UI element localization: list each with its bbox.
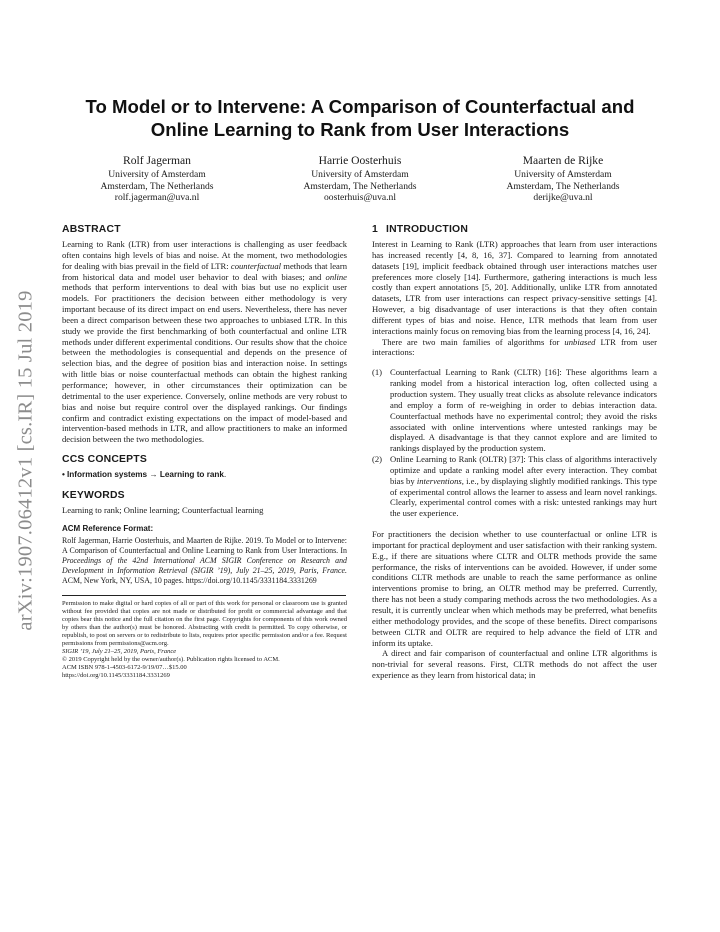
section-number: 1 — [372, 224, 378, 235]
author-affiliation: University of Amsterdam — [514, 169, 612, 180]
author-email[interactable]: derijke@uva.nl — [533, 192, 593, 204]
permission-doi[interactable]: https://doi.org/10.1145/3331184.3331269 — [62, 672, 170, 680]
permission-copyright: © 2019 Copyright held by the owner/author(s). Publication rights licensed to ACM. — [62, 656, 280, 664]
author-name: Harrie Oosterhuis — [318, 154, 402, 167]
author-block — [62, 154, 658, 204]
intro-paragraph-3: For practitioners the decision whether to use counterfactual or online LTR is important for practical deployment and user satisfaction with their ranking system. E.g., if there are situations where CLTR and OLTR methods provide the same performance, the risks of interventions can be avoided. However, if under some conditions CLTR methods are unable to reach the same performance as online interventions promise to bring, an OLTR method may be preferred. Currently, there has not been a study comparing methods across the two methodologies. As a result, it is currently unclear when which methods may be preferred, what benefits either methodology provides, and the scope of these benefits. Direct comparisons between CLTR and OLTR are required to help advance the field of LTR and inform its uptake. — [372, 529, 657, 648]
footnote-divider — [62, 595, 346, 596]
ccs-concepts — [62, 469, 347, 481]
intro-paragraph-2 — [372, 337, 657, 359]
right-column — [372, 224, 657, 681]
reference-emphasis: Proceedings of the 42nd International ACM SIGIR Conference on Research and Development in Information Retrieval (SIGIR ’19), July 21–25, 2019, Paris, France. — [62, 555, 347, 576]
abstract-text — [62, 239, 347, 445]
keywords-text: Learning to rank; Online learning; Counterfactual learning — [62, 504, 264, 515]
author-name: Rolf Jagerman — [123, 154, 191, 167]
list-marker: (2) — [372, 454, 383, 465]
author-affiliation: University of Amsterdam — [108, 169, 206, 180]
keywords-heading: KEYWORDS — [62, 489, 125, 501]
author-affiliation: University of Amsterdam — [311, 169, 409, 180]
intro-paragraph-1: Interest in Learning to Rank (LTR) approaches that learn from user interactions has increased recently [4, 8, 16, 37]. Compared to learning from annotated datasets [19], implicit feedback obtained through user interactions matches user preferences more closely [14]. Furthermore, gathering interactions is much less costly than expert annotations [5, 20]. Additionally, unlike LTR from annotated datasets, LTR from user interactions can respect privacy-sensitive settings [4]. However, a big disadvantage of user interactions is that they often contain different types of bias and noise. Hence, LTR methods that learn from user interactions mainly focus on removing bias from the learning process [4, 16, 24]. — [372, 239, 657, 336]
permission-venue — [62, 648, 347, 656]
abstract-emphasis: counterfactual — [230, 260, 282, 271]
abstract-heading: ABSTRACT — [62, 224, 121, 235]
reference-part: Rolf Jagerman, Harrie Oosterhuis, and Maarten de Rijke. 2019. To Model or to Intervene: A Comparison of Counterfactual and Online Learning to Rank from User Interactions. In — [62, 535, 347, 555]
author-location: Amsterdam, The Netherlands — [506, 180, 620, 192]
intro-emphasis: unbiased — [564, 336, 596, 347]
abstract-part: methods that learn from historical data and model user behavior to deal with biases; and — [62, 260, 347, 282]
intro-part: LTR from user interactions: — [372, 336, 657, 358]
reference-part[interactable]: ACM, New York, NY, USA, 10 pages. https://doi.org/10.1145/3331184.3331269 — [62, 576, 317, 586]
abstract-emphasis: online — [325, 271, 347, 282]
ccs-period: . — [224, 469, 227, 480]
permission-isbn: ACM ISBN 978-1-4503-6172-9/19/07…$15.00 — [62, 664, 187, 672]
left-column — [62, 224, 347, 681]
paper-title — [60, 95, 660, 141]
author-2 — [265, 154, 455, 204]
venue-text: SIGIR ’19, July 21–25, 2019, Paris, France — [62, 648, 177, 656]
list-item-text — [390, 454, 657, 518]
intro-part: There are two main families of algorithms for — [382, 336, 565, 347]
abstract-part: Learning to Rank (LTR) from user interactions is challenging as user feedback often contains high levels of bias and noise. At the moment, two methodologies for dealing with bias prevail in the field of LTR: — [62, 239, 347, 271]
ccs-bullet: • — [62, 470, 65, 480]
intro-paragraph-4: A direct and fair comparison of counterfactual and online LTR algorithms is non-trivial for several reasons. First, CLTR methods do not affect the user experience as they learn from historical data; in — [372, 648, 657, 681]
introduction-heading — [372, 224, 657, 236]
author-location: Amsterdam, The Netherlands — [303, 180, 417, 192]
section-title: INTRODUCTION — [385, 224, 469, 235]
list-item — [372, 367, 657, 454]
ccs-heading: CCS CONCEPTS — [62, 454, 147, 466]
abstract-part: methods that perform interventions to deal with bias but use no explicit user models. For practitioners the decision between either methodology is very important because of its direct impact on end users. Nevertheless, there has never been a direct comparison between these two approaches to unbiased LTR. In this study we provide the first benchmarking of both counterfactual and online LTR methods under different experimental conditions. Our results show that the choice between the methodologies is consequential and depends on the presence of selection bias, and the degree of position bias and interaction noise. In settings with little bias or noise counterfactual methods can obtain the highest ranking performance; however, in other circumstances their optimization can be detrimental to the user experience. Conversely, online methods are very robust to bias and noise but require control over the displayed rankings. Our findings confirm and contradict existing expectations on the impact of model-based and intervention-based methods in LTR, and allow practitioners to make an informed decision between the two methodologies. — [62, 282, 347, 445]
author-email[interactable]: rolf.jagerman@uva.nl — [114, 192, 200, 204]
title-line-2: Online Learning to Rank from User Interactions — [150, 119, 570, 140]
ccs-text: Information systems → Learning to rank — [67, 470, 224, 480]
list-emphasis: interventions — [416, 475, 462, 486]
list-part: Online Learning to Rank (OLTR) [37]: This class of algorithms interactively optimize and update a ranking model after every interaction. They combat bias by — [390, 454, 657, 486]
list-item-text: Counterfactual Learning to Rank (CLTR) [16]: These algorithms learn a ranking model from a historical interaction log, often collected using a production system. They usually treat clicks as absolute relevance indicators and employ a form of re-weighing in order to debias interaction data. Counterfactual methods have no experimental control; they avoid the risks associated with online interventions where untested rankings may be displayed. A disadvantage is that they cannot explore and are limited to rankings displayed by the production system. — [390, 367, 657, 454]
reference-format-heading: ACM Reference Format: — [62, 523, 154, 533]
author-email[interactable]: oosterhuis@uva.nl — [324, 192, 396, 204]
list-marker: (1) — [372, 367, 383, 378]
permission-block — [62, 600, 347, 681]
method-list — [372, 367, 657, 519]
author-3 — [468, 154, 658, 204]
author-location: Amsterdam, The Netherlands — [100, 180, 214, 192]
arxiv-id[interactable]: arXiv:1907.06412v1 [cs.IR] 15 Jul 2019 — [14, 289, 37, 631]
list-part: , i.e., by displaying slightly modified rankings. This type of experimental control allows the learner to assess and learn novel rankings. Clearly, experimental control comes with a risk: untested rankings may hurt the user experience. — [390, 475, 658, 519]
author-name: Maarten de Rijke — [522, 154, 604, 167]
list-item — [372, 454, 657, 519]
arxiv-stamp — [10, 250, 42, 670]
reference-format-text — [62, 536, 347, 587]
author-1 — [62, 154, 252, 204]
title-line-1: To Model or to Intervene: A Comparison of Counterfactual and — [85, 96, 635, 117]
permission-text: Permission to make digital or hard copies of all or part of this work for personal or classroom use is granted without fee provided that copies are not made or distributed for profit or commercial advantage and that copies bear this notice and the full citation on the first page. Copyrights for components of this work owned by others than the author(s) must be honored. Abstracting with credit is permitted. To copy otherwise, or republish, to post on servers or to redistribute to lists, requires prior specific permission and/or a fee. Request permissions from permissions@acm.org. — [62, 599, 347, 648]
